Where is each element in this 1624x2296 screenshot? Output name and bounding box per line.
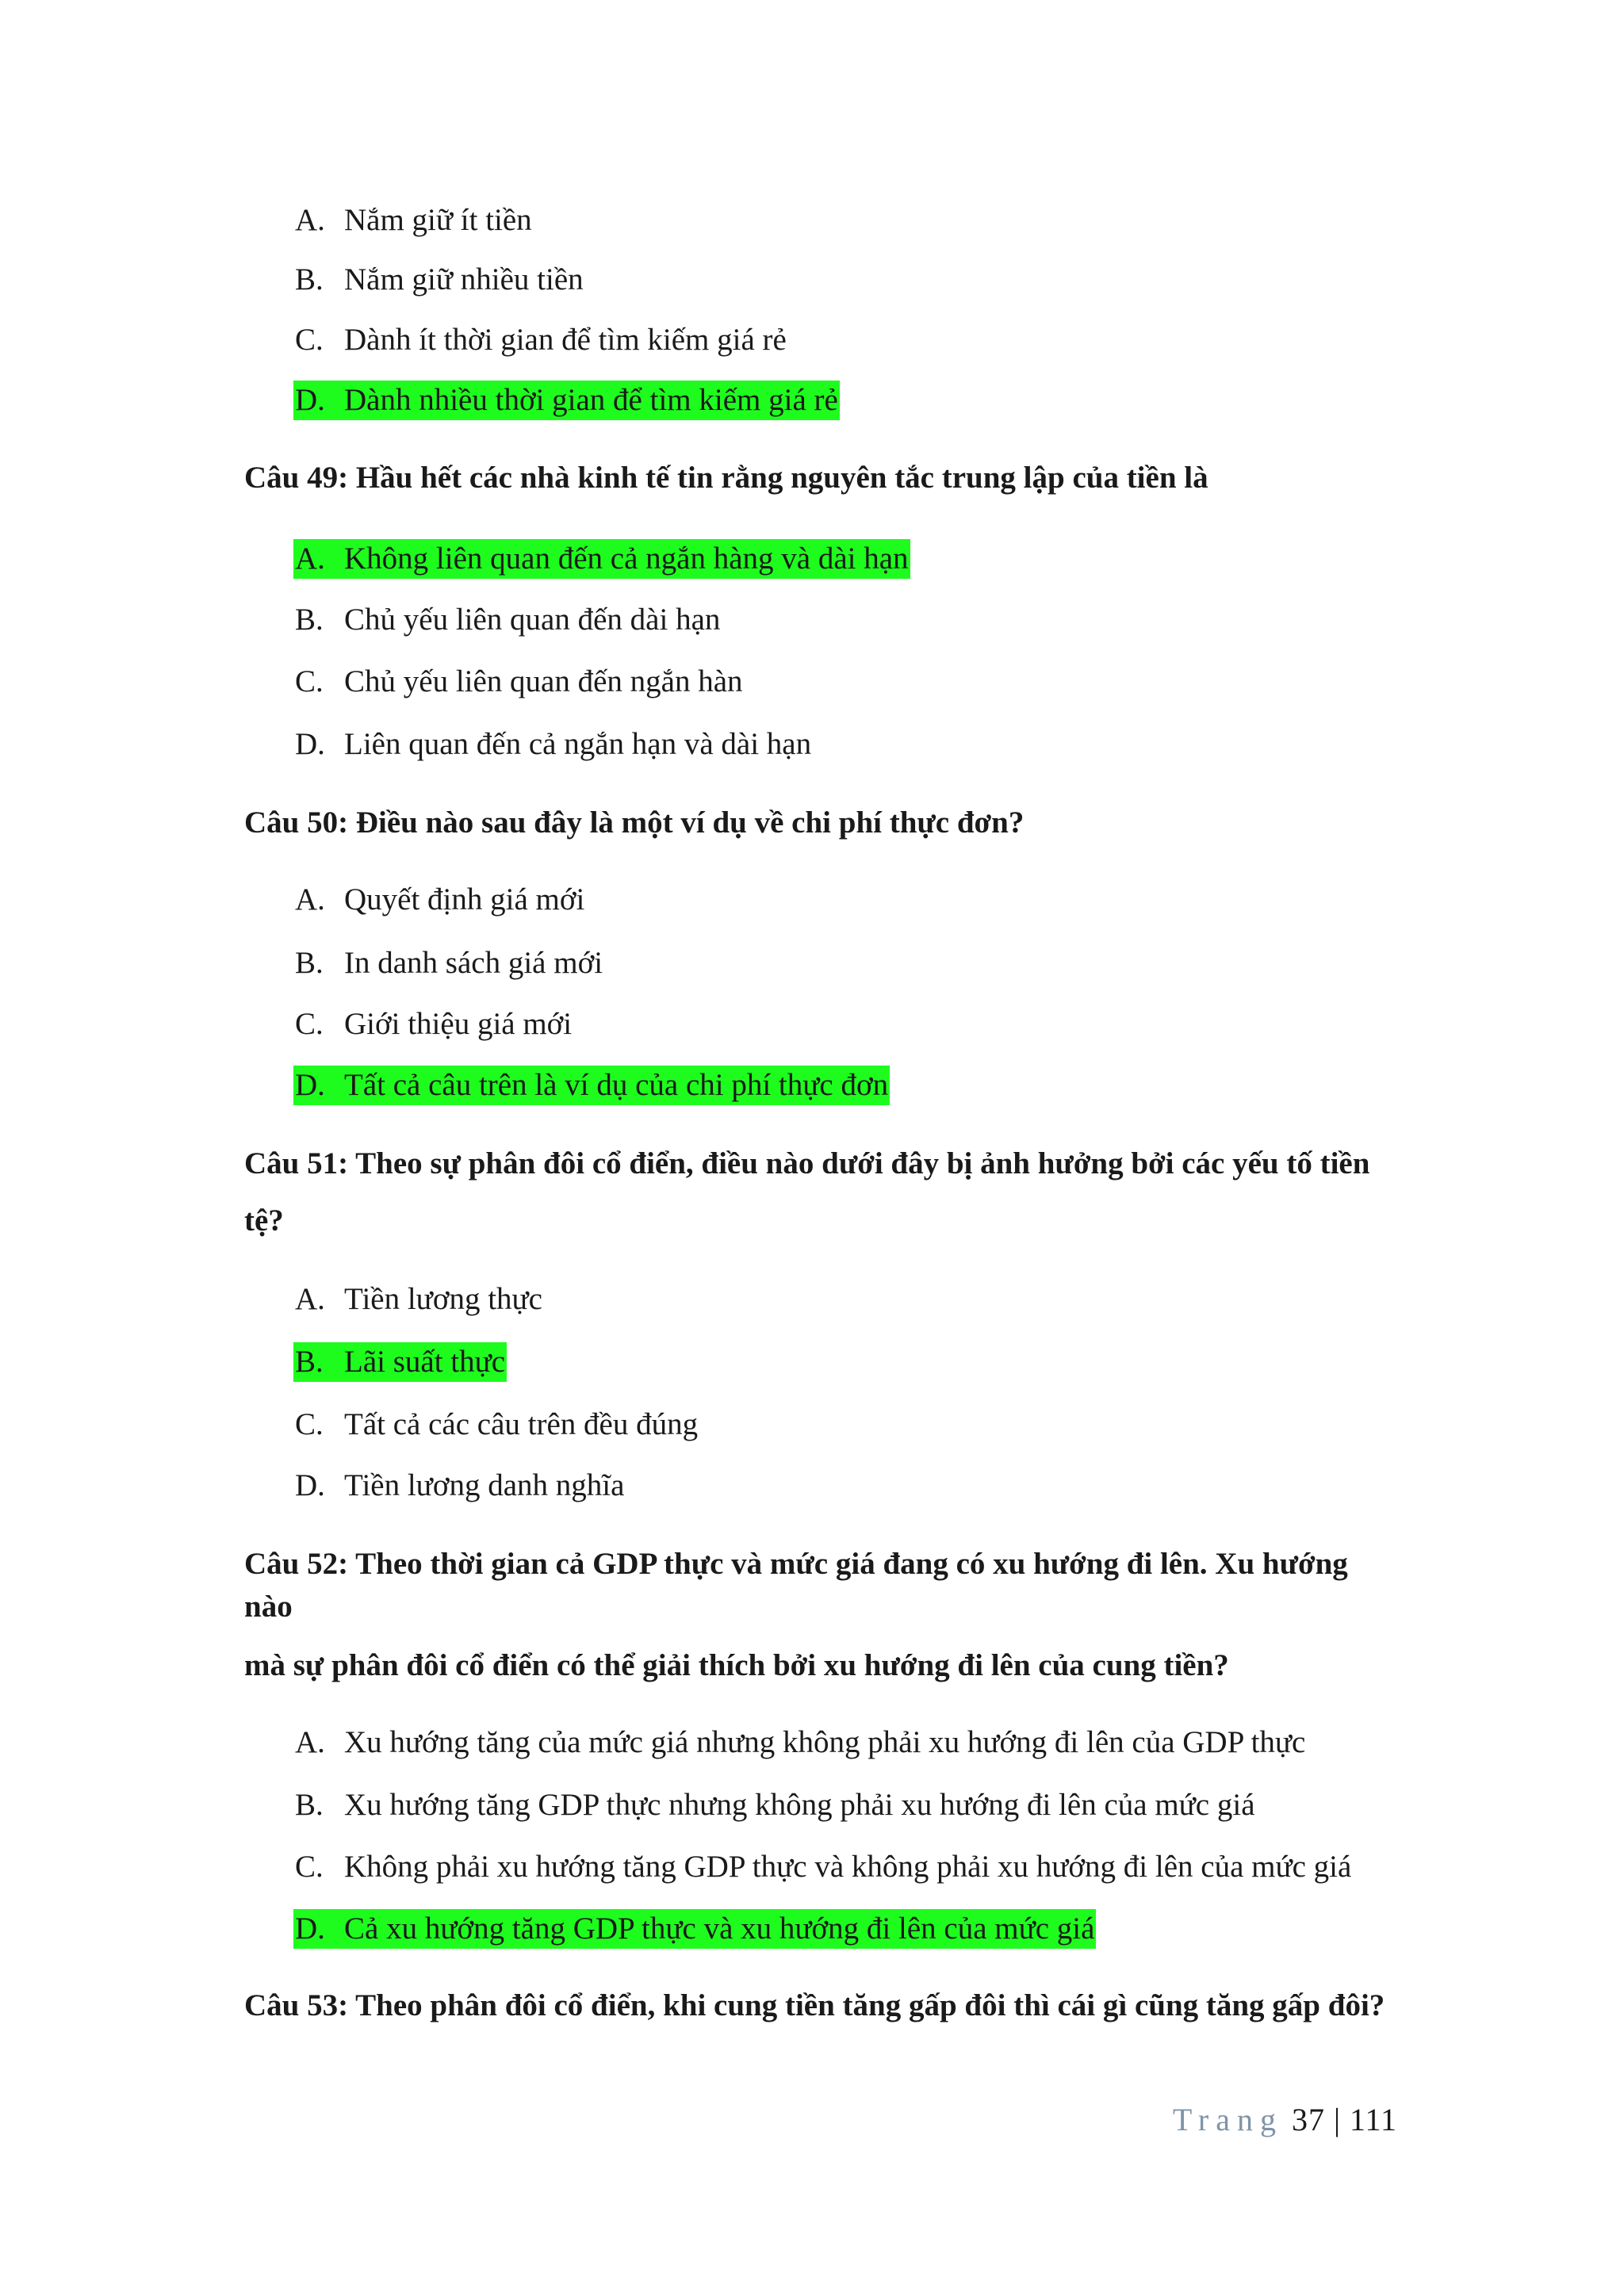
q52-option-a: A. Xu hướng tăng của mức giá nhưng không phải xu hướng đi lên của GDP thực: [295, 1725, 1306, 1759]
q48-option-a: A. Nắm giữ ít tiền: [295, 203, 532, 237]
q52-option-c: C. Không phải xu hướng tăng GDP thực và không phải xu hướng đi lên của mức giá: [295, 1850, 1352, 1884]
footer-separator: |: [1333, 2102, 1341, 2137]
q50-option-a: A. Quyết định giá mới: [295, 882, 585, 916]
q51-option-a: A. Tiền lương thực: [295, 1282, 542, 1316]
q51-title-line1: Câu 51: Theo sự phân đôi cổ điển, điều nào dưới đây bị ảnh hưởng bởi các yếu tố tiền: [244, 1146, 1370, 1181]
q49-title: Câu 49: Hầu hết các nhà kinh tế tin rằng nguyên tắc trung lập của tiền là: [244, 461, 1208, 495]
q53-title: Câu 53: Theo phân đôi cổ điển, khi cung tiền tăng gấp đôi thì cái gì cũng tăng gấp đôi?: [244, 1988, 1385, 2022]
q50-option-c: C. Giới thiệu giá mới: [295, 1007, 573, 1041]
footer-total-pages: 111: [1349, 2102, 1397, 2137]
q48-option-d-correct: D. Dành nhiều thời gian để tìm kiếm giá rẻ: [293, 381, 840, 420]
q52-option-d-correct: D. Cả xu hướng tăng GDP thực và xu hướng đi lên của mức giá: [293, 1909, 1096, 1949]
q48-option-b: B. Nắm giữ nhiều tiền: [295, 262, 584, 297]
q51-option-b-correct: B. Lãi suất thực: [293, 1342, 507, 1382]
q49-option-c: C. Chủ yếu liên quan đến ngắn hàn: [295, 664, 743, 698]
q52-option-b: B. Xu hướng tăng GDP thực nhưng không phải xu hướng đi lên của mức giá: [295, 1788, 1255, 1822]
footer-label: Trang: [1172, 2102, 1283, 2137]
q51-option-c: C. Tất cả các câu trên đều đúng: [295, 1407, 699, 1441]
page-number-footer: [1173, 2101, 1397, 2138]
q50-title: Câu 50: Điều nào sau đây là một ví dụ về chi phí thực đơn?: [244, 806, 1025, 840]
q52-title-line3: mà sự phân đôi cổ điển có thể giải thích bởi xu hướng đi lên của cung tiền?: [244, 1648, 1229, 1682]
q52-title-line1: Câu 52: Theo thời gian cả GDP thực và mức giá đang có xu hướng đi lên. Xu hướng: [244, 1547, 1348, 1581]
q51-option-d: D. Tiền lương danh nghĩa: [295, 1468, 625, 1502]
q50-option-b: B. In danh sách giá mới: [295, 946, 603, 980]
footer-current-page: 37: [1291, 2102, 1325, 2137]
q49-option-d: D. Liên quan đến cả ngắn hạn và dài hạn: [295, 727, 812, 761]
q49-option-b: B. Chủ yếu liên quan đến dài hạn: [295, 603, 721, 637]
q48-option-c: C. Dành ít thời gian để tìm kiếm giá rẻ: [295, 323, 787, 357]
q52-title-line2: nào: [244, 1590, 293, 1624]
q49-option-a-correct: A. Không liên quan đến cả ngắn hàng và dài hạn: [293, 539, 910, 579]
q51-title-line2: tệ?: [244, 1203, 284, 1238]
q50-option-d-correct: D. Tất cả câu trên là ví dụ của chi phí thực đơn: [293, 1066, 890, 1105]
